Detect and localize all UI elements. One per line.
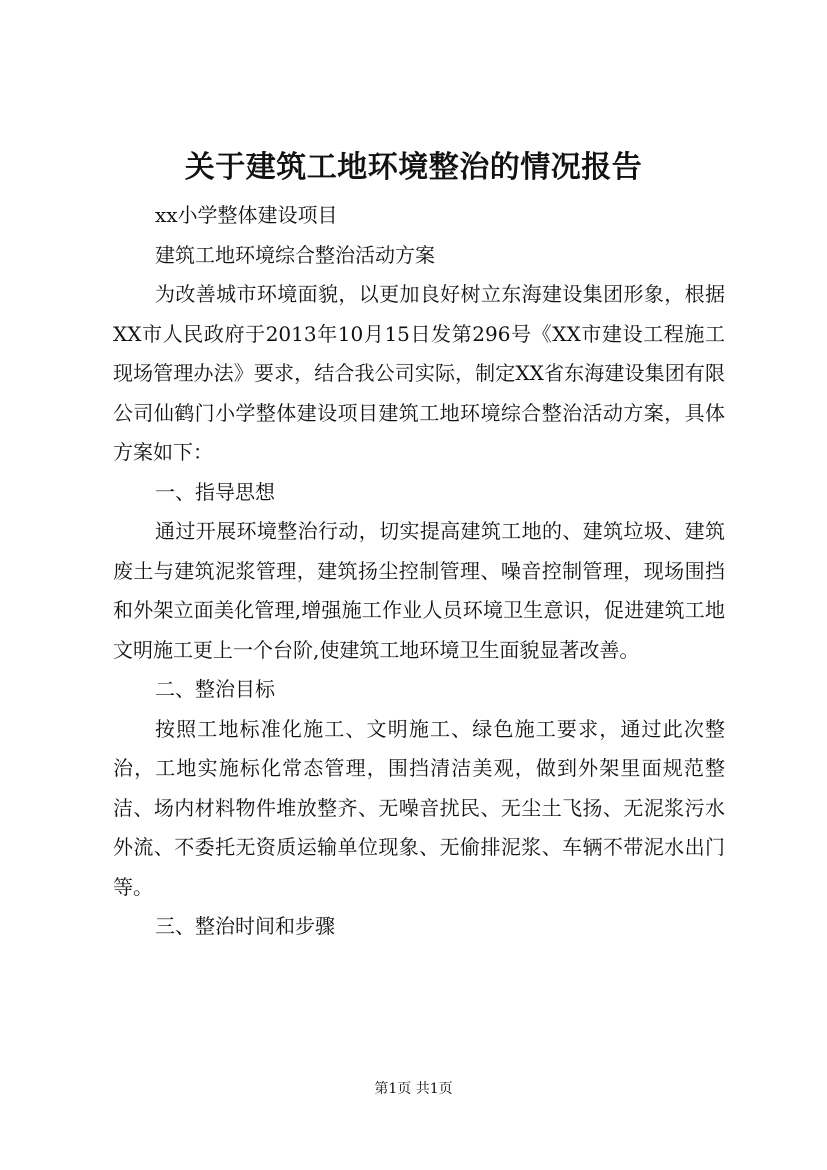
project-name-paragraph: xx小学整体建设项目: [155, 203, 338, 227]
goals-paragraph: 按照工地标准化施工、文明施工、绿色施工要求，通过此次整治，工地实施标化常态管理，围挡清洁美观，做到外架里面规范整洁、场内材料物件堆放整齐、无噪音扰民、无尘土飞扬、无泥浆污水外流、不委托无资质运输单位现象、无偷排泥浆、车辆不带泥水出门等。: [113, 716, 725, 899]
page-footer: 第1页 共1页: [374, 1081, 453, 1097]
section-heading-time-steps: 三、整治时间和步骤: [155, 914, 335, 938]
intro-paragraph: 为改善城市环境面貌，以更加良好树立东海建设集团形象，根据XX市人民政府于2013年10月15日发第296号《XX市建设工程施工现场管理办法》要求，结合我公司实际，制定XX省东海建设集团有限公司仙鹤门小学整体建设项目建筑工地环境综合整治活动方案，具体方案如下：: [113, 282, 725, 464]
document-title: 关于建筑工地环境整治的情况报告: [184, 150, 643, 185]
section-heading-goals: 二、整治目标: [155, 677, 275, 701]
section-heading-guiding-ideology: 一、指导思想: [155, 479, 275, 504]
document-body: [113, 196, 725, 947]
guiding-ideology-paragraph: 通过开展环境整治行动，切实提高建筑工地的、建筑垃圾、建筑废土与建筑泥浆管理，建筑扬尘控制管理、噪音控制管理，现场围挡和外架立面美化管理,增强施工作业人员环境卫生意识，促进建筑工地文明施工更上一个台阶,使建筑工地环境卫生面貌显著改善。: [113, 519, 725, 662]
plan-title-paragraph: 建筑工地环境综合整治活动方案: [155, 242, 435, 267]
